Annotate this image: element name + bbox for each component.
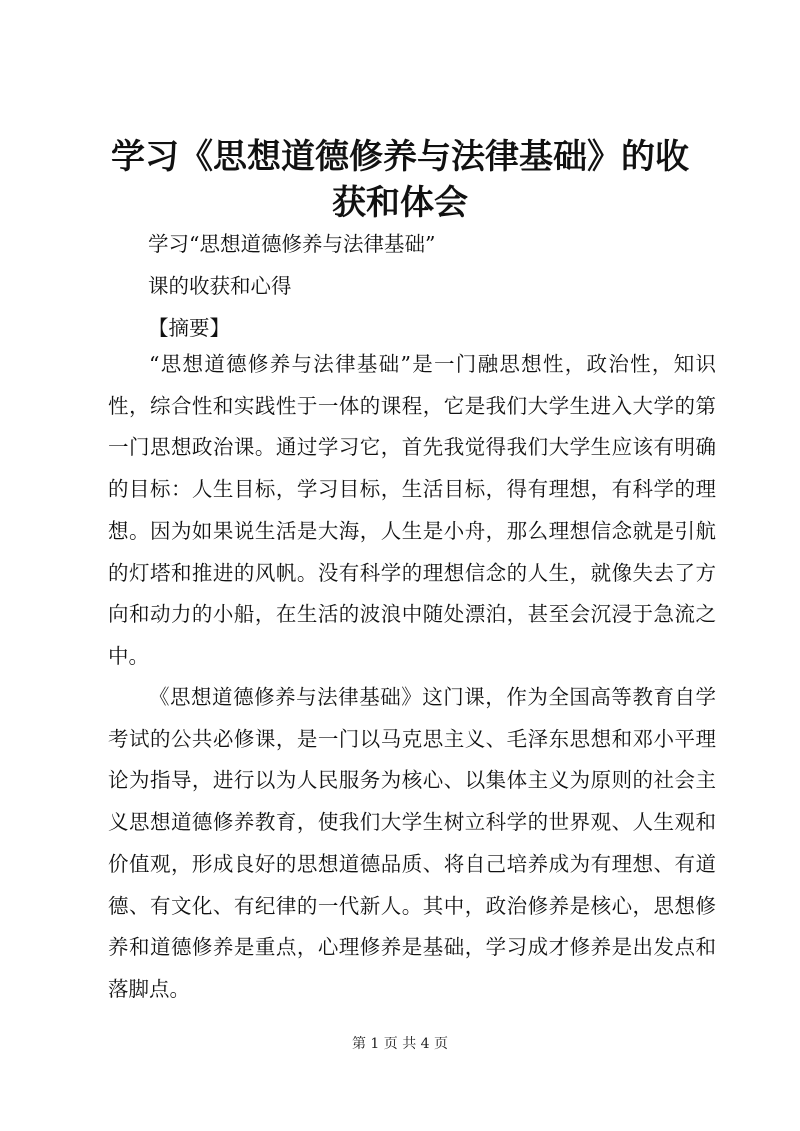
- subtitle-line-1: 学习“思想道德修养与法律基础”: [148, 232, 436, 256]
- page-number-footer: 第 1 页 共 4 页: [351, 1036, 449, 1052]
- abstract-label: 【摘要】: [148, 316, 230, 340]
- document-title: 学习《思想道德修养与法律基础》的收获和体会: [111, 137, 689, 223]
- body-paragraph-2: 《思想道德修养与法律基础》这门课，作为全国高等教育自学考试的公共必修课，是一门以马克思主义、毛泽东思想和邓小平理论为指导，进行以为人民服务为核心、以集体主义为原则的社会主义思想道德修养教育，使我们大学生树立科学的世界观、人生观和价值观，形成良好的思想道德品质、将自己培养成为有理想、有道德、有文化、有纪律的一代新人。其中，政治修养是核心，思想修养和道德修养是重点，心理修养是基础，学习成才修养是出发点和落脚点。: [108, 685, 716, 1001]
- body-paragraph-1: “思想道德修养与法律基础”是一门融思想性，政治性，知识性，综合性和实践性于一体的课程，它是我们大学生进入大学的第一门思想政治课。通过学习它，首先我觉得我们大学生应该有明确的目标：人生目标，学习目标，生活目标，得有理想，有科学的理想。因为如果说生活是大海，人生是小舟，那么理想信念就是引航的灯塔和推进的风帆。没有科学的理想信念的人生，就像失去了方向和动力的小船，在生活的波浪中随处漂泊，甚至会沉浸于急流之中。: [108, 352, 716, 668]
- subtitle-line-2: 课的收获和心得: [148, 274, 292, 298]
